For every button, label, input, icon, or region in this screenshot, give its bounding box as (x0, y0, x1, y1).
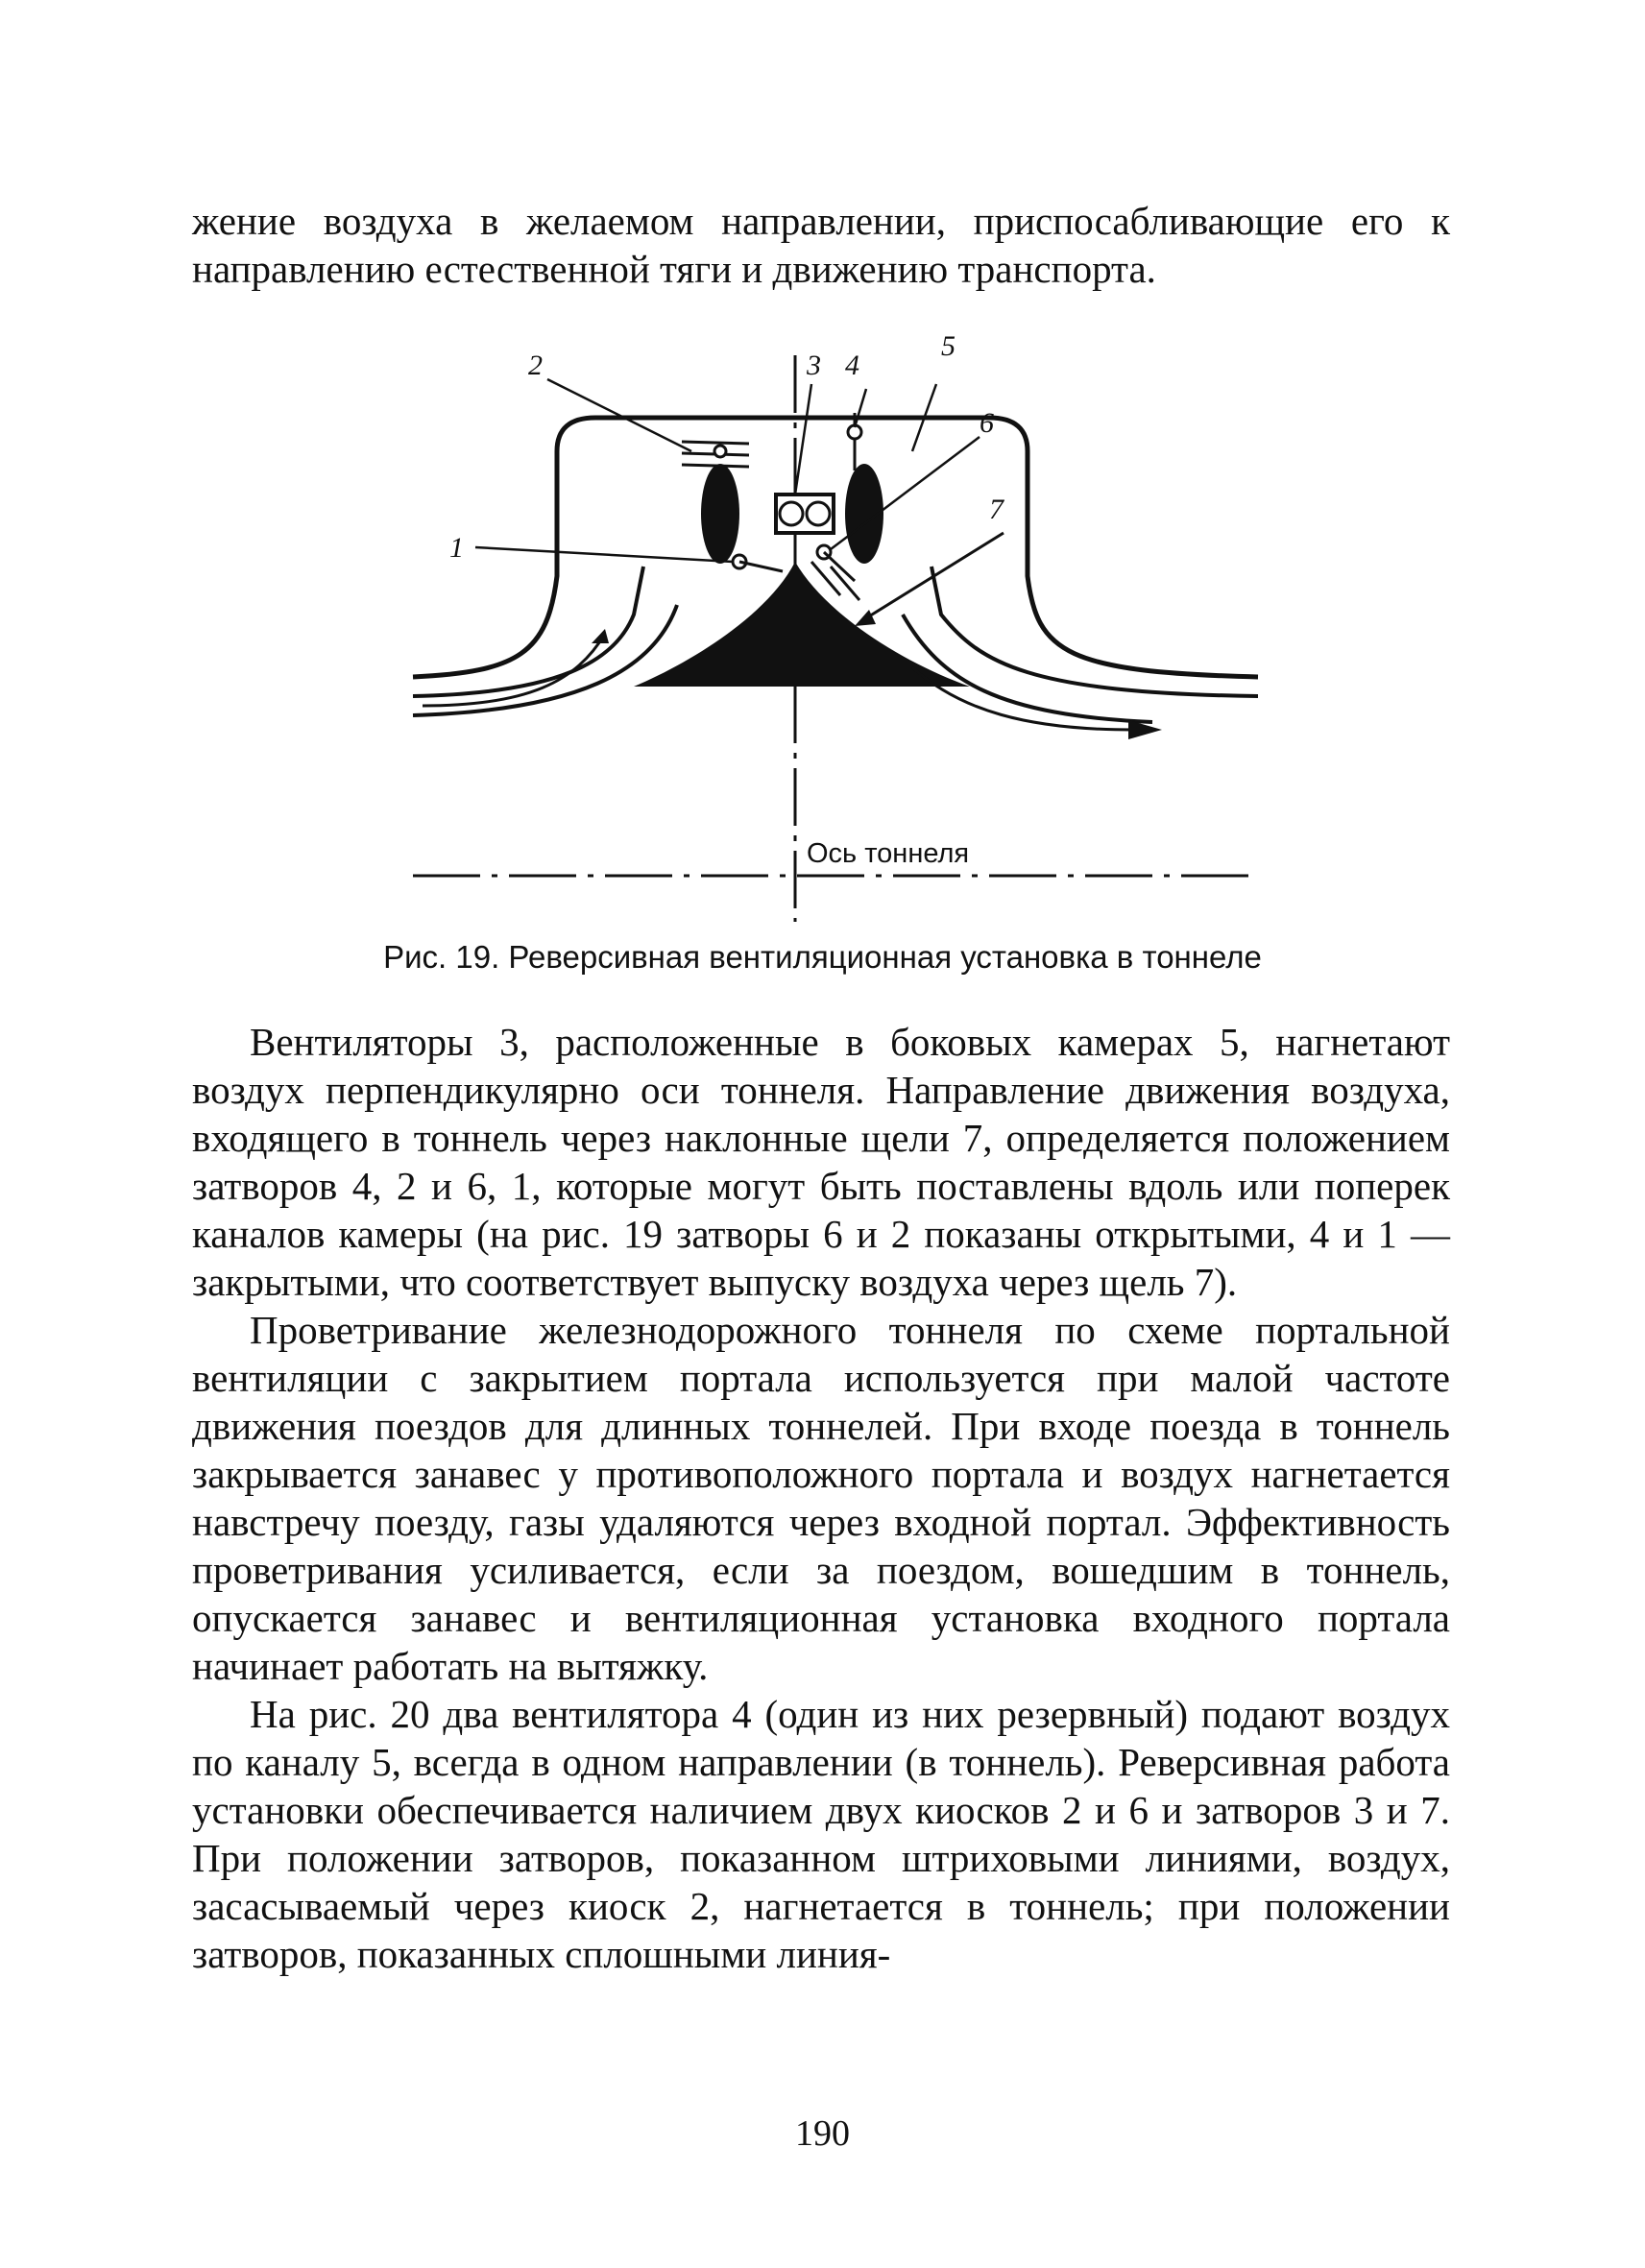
label-6: 6 (980, 407, 994, 439)
leader-1 (475, 547, 733, 562)
shutter-6 (811, 545, 859, 600)
paragraph-1: Вентиляторы 3, расположенные в боковых камерах 5, нагнетают воздух перпендикулярно оси тоннеля. Направление движения воздуха, входящего в тоннель через наклонные щели 7, определяется положением затворов 4, 2 и 6, 1, которые могут быть поставлены вдоль или поперек каналов камеры (на рис. 19 затворы 6 и 2 показаны открытыми, 4 и 1 — закрытыми, что соответствует выпуску воздуха через щель 7). (192, 1020, 1450, 1304)
page-number: 190 (795, 2113, 850, 2154)
figure-caption: Рис. 19. Реверсивная вентиляционная установка в тоннеле (383, 939, 1262, 975)
shutter-4 (848, 413, 861, 470)
shutter-1 (733, 555, 783, 571)
slot-7-arrow (864, 533, 1004, 619)
label-2: 2 (528, 350, 543, 381)
top-paragraph: жение воздуха в желаемом направлении, приспосабливающие его к направлению естественной тяги и движению транспорта. (192, 199, 1450, 291)
label-7: 7 (989, 494, 1004, 525)
left-divider (701, 464, 739, 564)
right-channel-outer (903, 615, 1152, 722)
paragraph-2: Проветривание железнодорожного тоннеля по схеме портальной вентиляции с закрытием портала используется при малой частоте движения поездов для длинных тоннелей. При входе поезда в тоннель закрывается занавес у противоположного портала и воздух нагнетается навстречу поезду, газы удаляются через входной портал. Эффективность проветривания усиливается, если за поездом, вошедшим в тоннель, опускается занавес и вентиляционная установка входного портала начинает работать на вытяжку. (192, 1308, 1450, 1688)
paragraph-3: На рис. 20 два вентилятора 4 (один из них резервный) подают воздух по каналу 5, всегда в одном направлении (в тоннель). Реверсивная работа установки обеспечивается наличием двух киосков 2 и 6 и затворов 3 и 7. При положении затворов, показанном штриховыми линиями, воздух, засасываемый через киоск 2, нагнетается в тоннель; при положении затворов, показанных сплошными линия- (192, 1692, 1450, 1976)
label-4: 4 (845, 350, 859, 381)
air-arrow-out (912, 667, 1133, 730)
axis-label: Ось тоннеля (807, 838, 970, 869)
portal-wedge (634, 562, 970, 687)
air-arrow-in-head (592, 629, 609, 643)
top-text (192, 197, 1450, 293)
leader-4 (855, 389, 866, 427)
label-3: 3 (807, 350, 821, 381)
leader-3 (795, 384, 811, 495)
figure-reversible-ventilation (403, 326, 1268, 941)
slot-7-arrow-head (855, 610, 876, 626)
label-5: 5 (941, 330, 956, 362)
fan-3 (776, 495, 834, 533)
label-1: 1 (449, 532, 464, 564)
shutter-2 (682, 442, 749, 467)
body-text (192, 1018, 1450, 1978)
